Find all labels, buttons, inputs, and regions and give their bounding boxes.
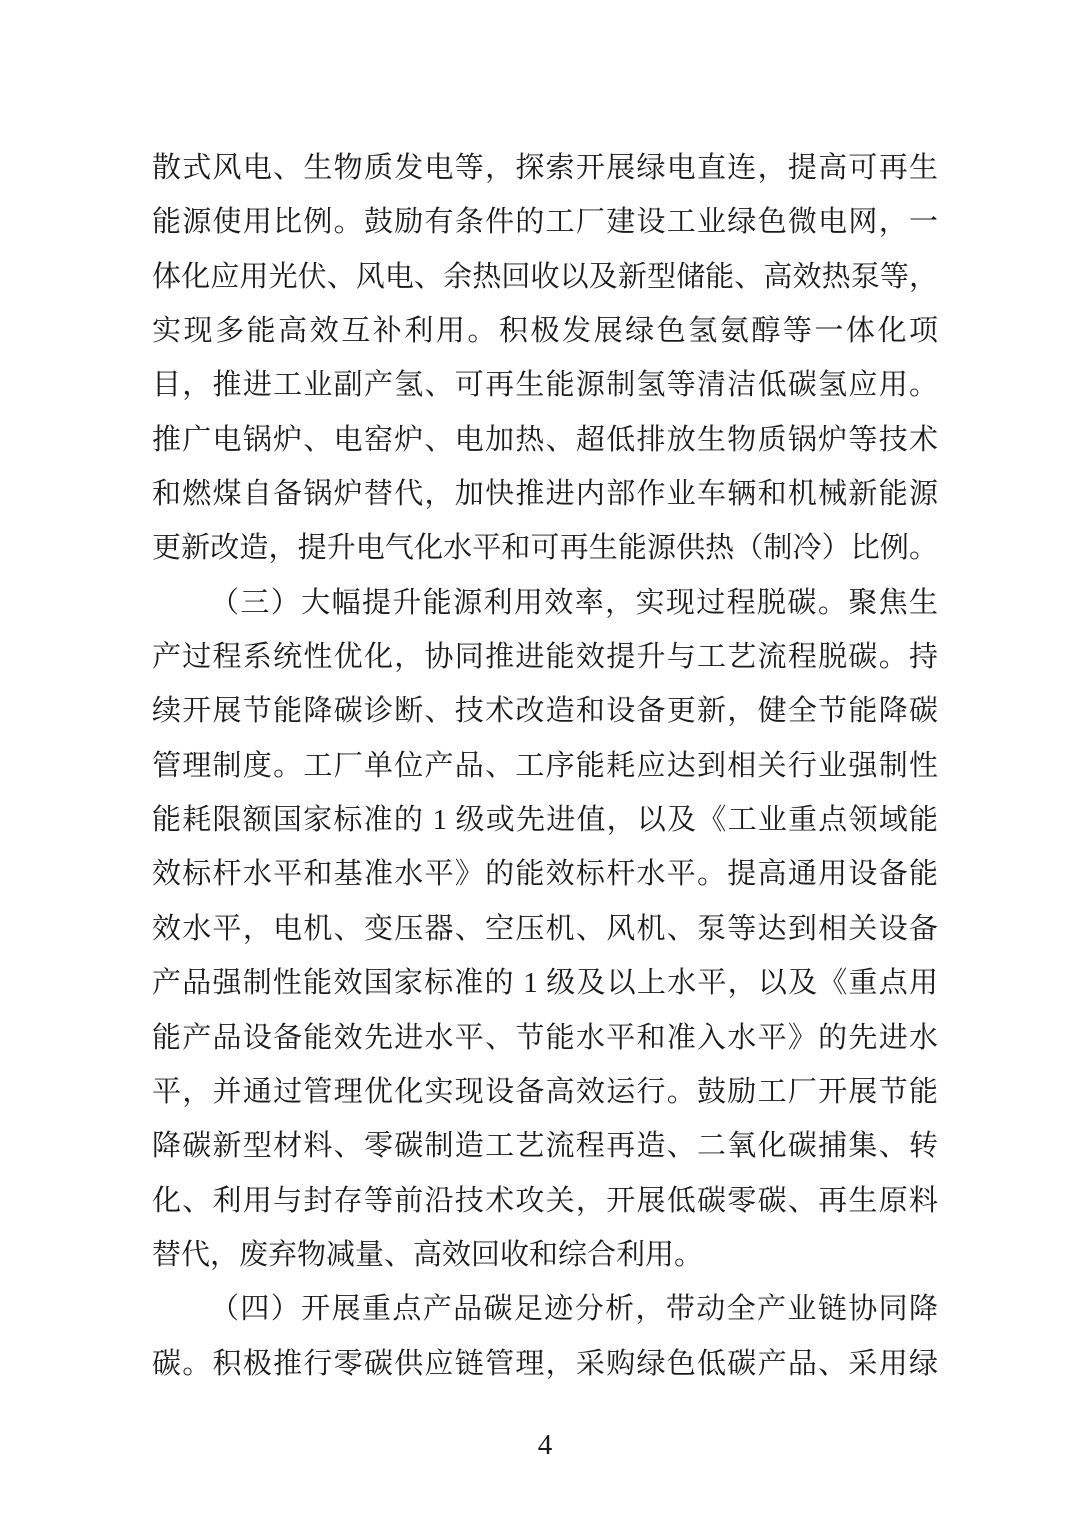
text-line: 目，推进工业副产氢、可再生能源制氢等清洁低碳氢应用。: [152, 369, 938, 402]
text-line: 推广电锅炉、电窑炉、电加热、超低排放生物质锅炉等技术: [152, 423, 938, 456]
text-line: 实现多能高效互补利用。积极发展绿色氢氨醇等一体化项: [152, 315, 938, 348]
text-line: 效水平，电机、变压器、空压机、风机、泵等达到相关设备: [152, 912, 938, 945]
text-line-paragraph-start: （三）大幅提升能源利用效率，实现过程脱碳。聚焦生: [210, 586, 938, 619]
text-line: 平，并通过管理优化实现设备高效运行。鼓励工厂开展节能: [152, 1075, 938, 1108]
text-line: 体化应用光伏、风电、余热回收以及新型储能、高效热泵等，: [152, 260, 938, 293]
text-line: 续开展节能降碳诊断、技术改造和设备更新，健全节能降碳: [152, 695, 938, 728]
text-line: 产品强制性能效国家标准的 1 级及以上水平，以及《重点用: [152, 967, 938, 1000]
text-line: 能耗限额国家标准的 1 级或先进值，以及《工业重点领域能: [152, 804, 938, 837]
body-text: [152, 141, 938, 1391]
text-line: 产过程系统性优化，协同推进能效提升与工艺流程脱碳。持: [152, 641, 938, 674]
text-line: 化、利用与封存等前沿技术攻关，开展低碳零碳、再生原料: [152, 1184, 938, 1217]
text-line: 更新改造，提升电气化水平和可再生能源供热（制冷）比例。: [152, 532, 938, 565]
text-line: 碳。积极推行零碳供应链管理，采购绿色低碳产品、采用绿: [152, 1347, 938, 1380]
text-line: 降碳新型材料、零碳制造工艺流程再造、二氧化碳捕集、转: [152, 1130, 938, 1163]
text-line: 能产品设备能效先进水平、节能水平和准入水平》的先进水: [152, 1021, 938, 1054]
text-line-paragraph-end: 替代，废弃物减量、高效回收和综合利用。: [152, 1238, 704, 1271]
page-number: 4: [537, 1429, 553, 1461]
text-line: 能源使用比例。鼓励有条件的工厂建设工业绿色微电网，一: [152, 206, 938, 239]
text-line: 散式风电、生物质发电等，探索开展绿电直连，提高可再生: [152, 152, 938, 184]
text-line: 管理制度。工厂单位产品、工序能耗应达到相关行业强制性: [152, 749, 938, 782]
text-line: 和燃煤自备锅炉替代，加快推进内部作业车辆和机械新能源: [152, 478, 938, 511]
text-line-paragraph-start: （四）开展重点产品碳足迹分析，带动全产业链协同降: [210, 1293, 938, 1326]
text-line: 效标杆水平和基准水平》的能效标杆水平。提高通用设备能: [152, 858, 938, 891]
